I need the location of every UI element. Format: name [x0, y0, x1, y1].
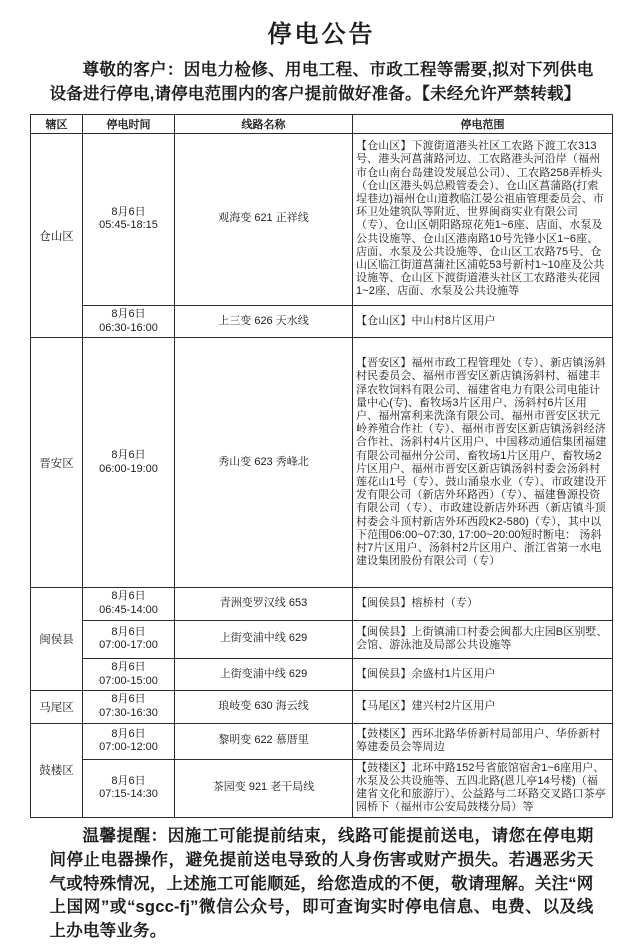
- district-cell: 闽侯县: [31, 588, 83, 691]
- outage-time-range: 07:30-16:30: [99, 707, 158, 720]
- page-title: 停电公告: [267, 21, 376, 48]
- outage-table-body: [31, 133, 613, 817]
- table-row: [31, 305, 613, 338]
- outage-date: 8月6日: [111, 590, 146, 603]
- header-time: 停电时间: [83, 114, 175, 133]
- outage-time-range: 07:00-17:00: [99, 639, 158, 652]
- line-name-cell: 青洲变罗汉线 653: [175, 588, 353, 621]
- scope-cell: 【仓山区】下渡街道港头社区工农路下渡工农313号、港头河菖蒲路河边、工农路港头河沿岸（福州市仓山南台岛建设发展总公司）、工农路258弄桥头（仓山区港头妈总殿管委会）、仓山区菖蒲路(打索埕巷边)福州仓山道教临江晏公祖庙管理委员会、市环卫处建筑队等附近、世界闽商实业有限公司（专）、仓山区朝阳路琼花苑1~6座、店面、水泵及公共设施等、仓山区港南路10号先锋小区1~6座、店面、水泵及公共设施等、仓山区工农路75号、仓山区临江街道菖蒲社区浦乾53号新村1~10座及公共设施等、仓山区下渡街道港头社区工农路港头花园1~2座、店面、水泵及公共设施等: [353, 133, 613, 305]
- district-cell: 马尾区: [31, 691, 83, 724]
- outage-time-range: 06:00-19:00: [99, 462, 158, 475]
- reminder-paragraph: 温馨提醒：因施工可能提前结束，线路可能提前送电，请您在停电期间停止电器操作，避免提前送电导致的人身伤害或财产损失。若遇恶劣天气或特殊情况，上述施工可能顺延，给您造成的不便，敬请理解。关注“网上国网”或“sgcc-fj”微信公众号，即可查询实时停电信息、电费、以及线上办电等业务。: [49, 826, 594, 941]
- time-cell: [83, 691, 175, 724]
- outage-time-range: 07:00-15:00: [99, 674, 158, 687]
- outage-time-range: 06:30-16:00: [99, 321, 158, 334]
- line-name-cell: 琅岐变 630 海云线: [175, 691, 353, 724]
- scope-cell: 【晋安区】福州市政工程管理处（专）、新店镇汤斜村民委员会、福州市晋安区新店镇汤斜村、福建丰泽农牧饲料有限公司、福建省电力有限公司电能计量中心(专)、畜牧场3片区用户、汤斜村6片区用户、福州富利来洗涤有限公司、福州市晋安区状元岭养殖合作社（专）、福州市晋安区新店镇汤斜经济合作社、汤斜村4片区用户、中国移动通信集团福建有限公司福州分公司、畜牧场1片区用户、畜牧场2片区用户、福州市晋安区新店镇汤斜村委会汤斜村莲花山1号（专）、鼓山涌泉水业（专）、市政建设开发有限公司（新店外环路西）（专）、福建鲁源投资有限公司（专）、市政建设新店外环西（新店镇斗顶村委会斗顶村新店外环西段K2-580)（专），其中以下范围06:00~07:30, 17:00~20:00短时断电： 汤斜村7片区用户、汤斜村2片区用户、浙江省第一水电建设集团股份有限公司（专）: [353, 338, 613, 588]
- table-row: [31, 658, 613, 691]
- time-cell: [83, 759, 175, 817]
- scope-cell: 【马尾区】建兴村2片区用户: [353, 691, 613, 724]
- time-cell: [83, 620, 175, 658]
- line-name-cell: 观海变 621 正祥线: [175, 133, 353, 305]
- header-district: 辖区: [31, 114, 83, 133]
- time-cell: [83, 588, 175, 621]
- table-row: [31, 620, 613, 658]
- table-row: [31, 588, 613, 621]
- table-row: [31, 338, 613, 588]
- table-row: [31, 133, 613, 305]
- outage-date: 8月6日: [111, 625, 146, 638]
- time-cell: [83, 723, 175, 759]
- scope-cell: 【鼓楼区】西环北路华侨新村局部用户、华侨新村筹建委员会等周边: [353, 723, 613, 759]
- outage-date: 8月6日: [111, 660, 146, 673]
- time-cell: [83, 133, 175, 305]
- district-cell: 鼓楼区: [31, 723, 83, 817]
- outage-time-range: 06:45-14:00: [99, 604, 158, 617]
- table-row: [31, 723, 613, 759]
- outage-time-range: 05:45-18:15: [99, 219, 158, 232]
- outage-table: [30, 114, 613, 818]
- scope-cell: 【闽侯县】榕桥村（专）: [353, 588, 613, 621]
- line-name-cell: 上街变浦中线 629: [175, 620, 353, 658]
- district-cell: 仓山区: [31, 133, 83, 338]
- outage-time-range: 07:15-14:30: [99, 788, 158, 801]
- line-name-cell: 茶园变 921 老干局线: [175, 759, 353, 817]
- time-cell: [83, 658, 175, 691]
- intro-paragraph: 尊敬的客户：因电力检修、用电工程、市政工程等需要,拟对下列供电设备进行停电,请停电范围内的客户提前做好准备。【未经允许严禁转载】: [49, 61, 594, 103]
- outage-time-range: 07:00-12:00: [99, 741, 158, 754]
- scope-cell: 【仓山区】中山村8片区用户: [353, 305, 613, 338]
- outage-date: 8月6日: [111, 774, 146, 787]
- outage-date: 8月6日: [111, 449, 146, 462]
- scope-cell: 【鼓楼区】北环中路152号省旅馆宿舍1~6座用户、水泵及公共设施等、五四北路(恩儿亭14号楼)（福建省文化和旅游厅）、公益路与二环路交叉路口茶亭园桥下（福州市公安局鼓楼分局）等: [353, 759, 613, 817]
- line-name-cell: 上三变 626 天水线: [175, 305, 353, 338]
- time-cell: [83, 338, 175, 588]
- time-cell: [83, 305, 175, 338]
- table-row: [31, 691, 613, 724]
- line-name-cell: 黎明变 622 慕厝里: [175, 723, 353, 759]
- line-name-cell: 上街变浦中线 629: [175, 658, 353, 691]
- district-cell: 晋安区: [31, 338, 83, 588]
- header-scope: 停电范围: [353, 114, 613, 133]
- outage-date: 8月6日: [111, 693, 146, 706]
- scope-cell: 【闽侯县】余盛村1片区用户: [353, 658, 613, 691]
- outage-date: 8月6日: [111, 307, 146, 320]
- table-header-row: [31, 114, 613, 133]
- table-row: [31, 759, 613, 817]
- outage-date: 8月6日: [111, 727, 146, 740]
- header-line: 线路名称: [175, 114, 353, 133]
- outage-date: 8月6日: [111, 205, 146, 218]
- scope-cell: 【闽侯县】上街镇浦口村委会闽都大庄园B区别墅、会馆、游泳池及局部公共设施等: [353, 620, 613, 658]
- line-name-cell: 秀山变 623 秀峰北: [175, 338, 353, 588]
